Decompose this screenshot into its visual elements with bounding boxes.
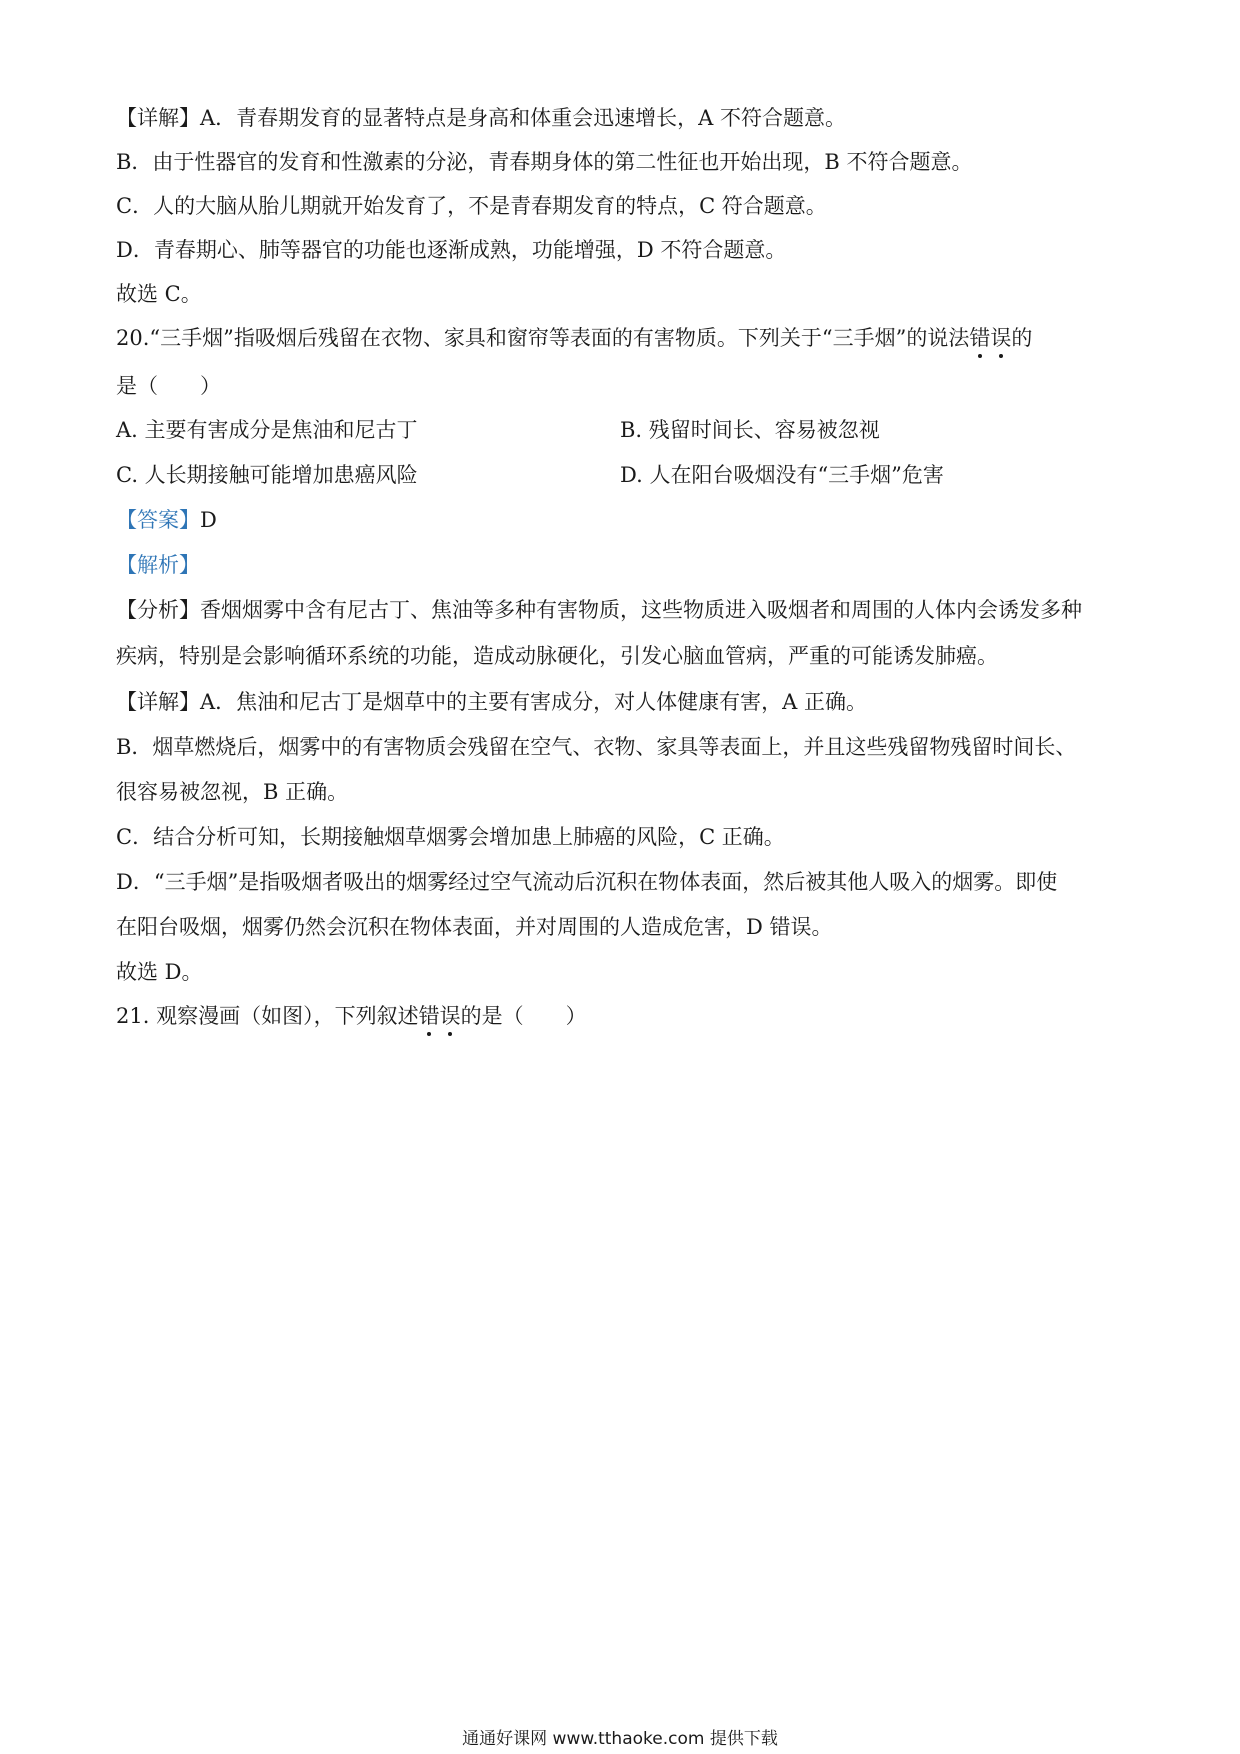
q19-detail-c: C．人的大脑从胎儿期就开始发育了，不是青春期发育的特点，C 符合题意。 — [116, 194, 827, 218]
q20-emphasis-2: 误 — [990, 326, 1012, 350]
q20-detail-d1: D．“三手烟”是指吸烟者吸出的烟雾经过空气流动后沉积在物体表面，然后被其他人吸入的烟雾。即使 — [116, 870, 1058, 894]
q20-emphasis-1: 错 — [969, 326, 991, 350]
q21-stem — [116, 1002, 587, 1030]
q20-detail-b2: 很容易被忽视，B 正确。 — [116, 780, 349, 804]
q20-conclusion: 故选 D。 — [116, 960, 203, 984]
q19-detail-b: B．由于性器官的发育和性激素的分泌，青春期身体的第二性征也开始出现，B 不符合题意。 — [116, 150, 973, 174]
q19-conclusion: 故选 C。 — [116, 282, 202, 306]
answer-label: 【答案】 — [116, 508, 200, 532]
q20-stem-line2: 是（ ） — [116, 374, 221, 398]
q19-detail-a: 【详解】A．青春期发育的显著特点是身高和体重会迅速增长，A 不符合题意。 — [116, 106, 847, 130]
q19-detail-d: D．青春期心、肺等器官的功能也逐渐成熟，功能增强，D 不符合题意。 — [116, 238, 787, 262]
q20-detail-b1: B．烟草燃烧后，烟雾中的有害物质会残留在空气、衣物、家具等表面上，并且这些残留物残留时间长、 — [116, 735, 1077, 759]
q20-answer — [116, 506, 217, 534]
q20-analysis-line2: 疾病，特别是会影响循环系统的功能，造成动脉硬化，引发心脑血管病，严重的可能诱发肺癌。 — [116, 644, 998, 668]
q21-emphasis-2: 误 — [439, 1004, 461, 1028]
q20-option-a: A. 主要有害成分是焦油和尼古丁 — [116, 418, 418, 442]
q20-analysis-line1: 【分析】香烟烟雾中含有尼古丁、焦油等多种有害物质，这些物质进入吸烟者和周围的人体内会诱发多种 — [116, 598, 1082, 622]
analysis-label: 【解析】 — [116, 553, 200, 577]
q20-stem-tail: 的 — [1011, 326, 1033, 350]
q20-stem — [116, 324, 1032, 352]
q20-stem-text: 20.“三手烟”指吸烟后残留在衣物、家具和窗帘等表面的有害物质。下列关于“三手烟”的说法 — [116, 326, 970, 350]
q20-option-b: B. 残留时间长、容易被忽视 — [620, 418, 880, 442]
q20-option-c: C. 人长期接触可能增加患癌风险 — [116, 463, 418, 487]
page-footer: 通通好课网 www.tthaoke.com 提供下载 — [462, 1729, 778, 1749]
q21-stem-tail: 的是（ ） — [460, 1004, 587, 1028]
q20-option-d: D. 人在阳台吸烟没有“三手烟”危害 — [620, 463, 944, 487]
q21-stem-text: 21. 观察漫画（如图），下列叙述 — [116, 1004, 419, 1028]
answer-value: D — [200, 508, 217, 532]
q20-detail-d2: 在阳台吸烟，烟雾仍然会沉积在物体表面，并对周围的人造成危害，D 错误。 — [116, 915, 833, 939]
q20-detail-a: 【详解】A．焦油和尼古丁是烟草中的主要有害成分，对人体健康有害，A 正确。 — [116, 690, 868, 714]
q20-detail-c: C．结合分析可知，长期接触烟草烟雾会增加患上肺癌的风险，C 正确。 — [116, 825, 785, 849]
q21-emphasis-1: 错 — [418, 1004, 440, 1028]
